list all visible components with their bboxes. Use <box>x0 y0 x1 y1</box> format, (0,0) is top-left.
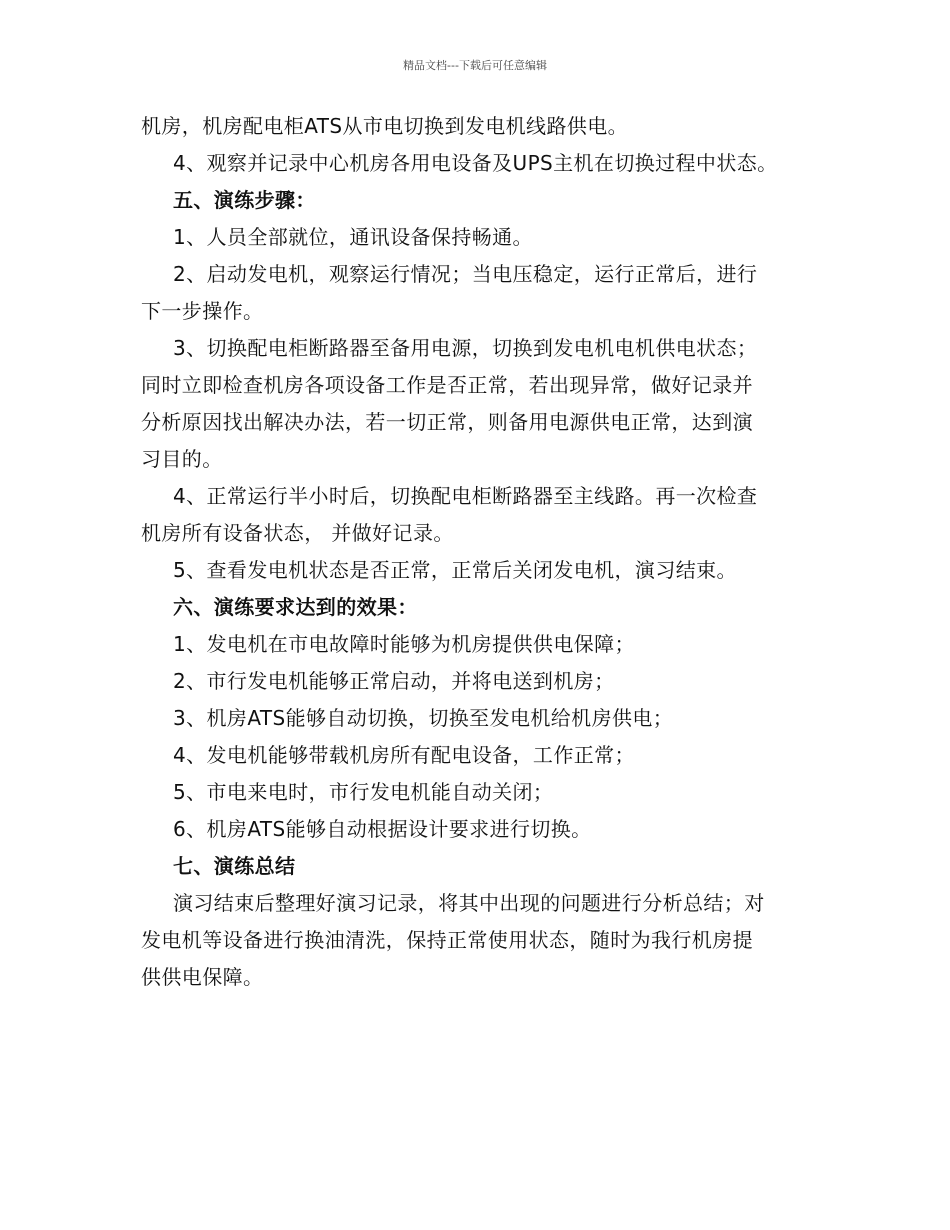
text-line: 3、机房ATS能够自动切换，切换至发电机给机房供电； <box>173 706 674 730</box>
text-line: 5、查看发电机状态是否正常，正常后关闭发电机，演习结束。 <box>173 558 737 582</box>
text-line: 1、发电机在市电故障时能够为机房提供供电保障； <box>173 632 635 656</box>
text-line: 6、机房ATS能够自动根据设计要求进行切换。 <box>173 817 592 841</box>
text-line: 供供电保障。 <box>141 965 264 989</box>
section-heading: 七、演练总结 <box>173 854 296 878</box>
text-line: 3、切换配电柜断路器至备用电源，切换到发电机电机供电状态； <box>173 336 758 360</box>
section-heading: 六、演练要求达到的效果： <box>173 595 418 619</box>
text-line: 1、人员全部就位，通讯设备保持畅通。 <box>173 225 533 249</box>
text-line: 习目的。 <box>141 447 223 471</box>
section-heading: 五、演练步骤： <box>173 188 316 212</box>
text-line: 机房所有设备状态， 并做好记录。 <box>141 521 454 545</box>
text-line: 2、启动发电机，观察运行情况；当电压稳定，运行正常后，进行 <box>173 262 758 286</box>
document-body <box>141 108 813 996</box>
text-line: 演习结束后整理好演习记录，将其中出现的问题进行分析总结；对 <box>173 891 765 915</box>
text-line: 发电机等设备进行换油清洗，保持正常使用状态，随时为我行机房提 <box>141 928 753 952</box>
text-line: 4、观察并记录中心机房各用电设备及UPS主机在切换过程中状态。 <box>173 151 778 175</box>
page-header: 精品文档---下载后可任意编辑 <box>403 59 547 72</box>
text-line: 4、正常运行半小时后，切换配电柜断路器至主线路。再一次检查 <box>173 484 758 508</box>
text-line: 同时立即检查机房各项设备工作是否正常，若出现异常，做好记录并 <box>141 373 753 397</box>
text-line: 分析原因找出解决办法，若一切正常，则备用电源供电正常，达到演 <box>141 410 753 434</box>
text-line: 下一步操作。 <box>141 299 264 323</box>
text-line: 5、市电来电时，市行发电机能自动关闭； <box>173 780 554 804</box>
text-line: 2、市行发电机能够正常启动，并将电送到机房； <box>173 669 615 693</box>
text-line: 4、发电机能够带载机房所有配电设备，工作正常； <box>173 743 635 767</box>
text-line: 机房，机房配电柜ATS从市电切换到发电机线路供电。 <box>141 114 629 138</box>
